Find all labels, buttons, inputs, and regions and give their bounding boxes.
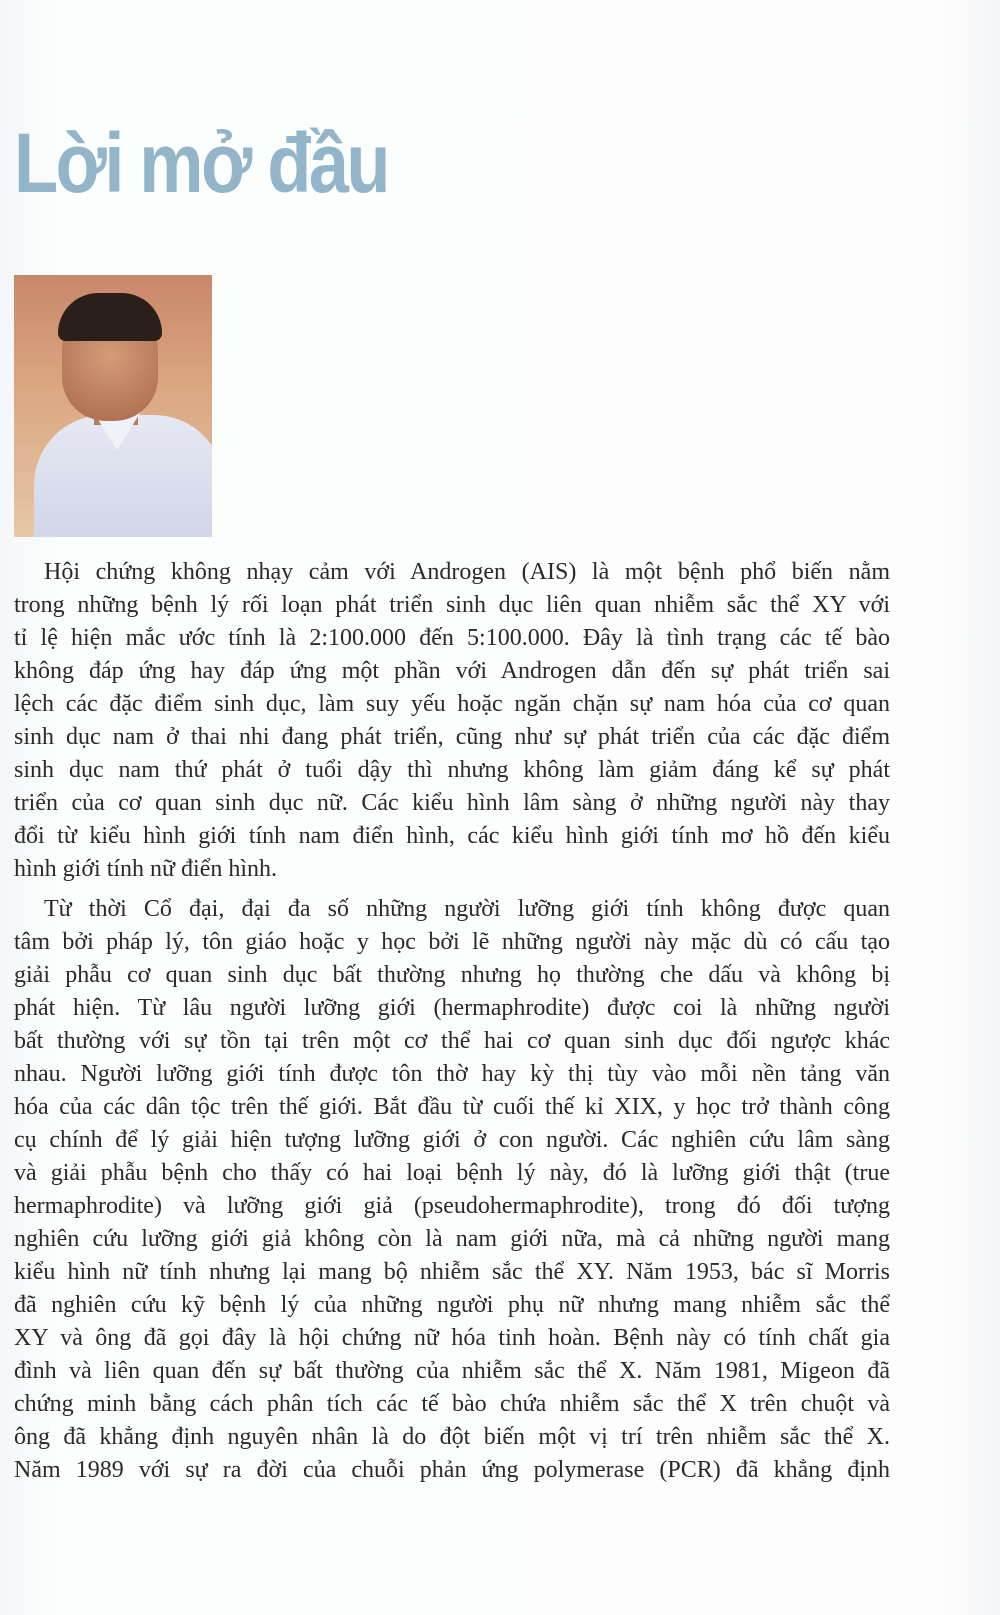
text-line: đã nghiên cứu kỹ bệnh lý của những người phụ nữ nhưng mang nhiễm sắc thể <box>14 1292 890 1318</box>
text-line: sinh dục nam ở thai nhi đang phát triển, cũng như sự phát triển của các đặc điểm <box>14 724 890 750</box>
body-text <box>14 556 890 1487</box>
text-line: cụ chính để lý giải hiện tượng lưỡng giới ở con người. Các nghiên cứu lâm sàng <box>14 1127 890 1153</box>
text-line: hóa của các dân tộc trên thế giới. Bắt đầu từ cuối thế kỉ XIX, y học trở thành công <box>14 1094 890 1120</box>
text-line: trong những bệnh lý rối loạn phát triển sinh dục liên quan nhiễm sắc thể XY với <box>14 592 890 618</box>
text-line: Từ thời Cổ đại, đại đa số những người lưỡng giới tính không được quan <box>44 896 890 922</box>
text-line: nhau. Người lưỡng giới tính được tôn thờ hay kỳ thị tùy vào mỗi nền tảng văn <box>14 1061 890 1087</box>
paragraph <box>14 893 890 1487</box>
paragraph-gap <box>14 886 890 893</box>
author-portrait-icon <box>14 275 212 537</box>
text-line: triển của cơ quan sinh dục nữ. Các kiểu hình lâm sàng ở những người này thay <box>14 790 890 816</box>
page-title: Lời mở đầu <box>14 116 388 210</box>
text-line: giải phẫu cơ quan sinh dục bất thường nhưng họ thường che dấu và không bị <box>14 962 890 988</box>
text-line: sinh dục nam thứ phát ở tuổi dậy thì nhưng không làm giảm đáng kể sự phát <box>14 757 890 783</box>
text-line: Năm 1989 với sự ra đời của chuỗi phản ứng polymerase (PCR) đã khẳng định <box>14 1457 890 1483</box>
text-line: đình và liên quan đến sự bất thường của nhiễm sắc thể X. Năm 1981, Migeon đã <box>14 1358 890 1384</box>
text-line: XY và ông đã gọi đây là hội chứng nữ hóa tinh hoàn. Bệnh này có tính chất gia <box>14 1325 890 1351</box>
text-line: lệch các đặc điểm sinh dục, làm suy yếu hoặc ngăn chặn sự nam hóa của cơ quan <box>14 691 890 717</box>
text-line: bất thường với sự tồn tại trên một cơ thể hai cơ quan sinh dục đối ngược khác <box>14 1028 890 1054</box>
text-line: hermaphrodite) và lưỡng giới giả (pseudohermaphrodite), trong đó đối tượng <box>14 1193 890 1219</box>
text-line: đổi từ kiểu hình giới tính nam điển hình, các kiểu hình giới tính mơ hồ đến kiểu <box>14 823 890 849</box>
paragraph <box>14 556 890 886</box>
text-line: tâm bởi pháp lý, tôn giáo hoặc y học bởi lẽ những người này mặc dù có cấu tạo <box>14 929 890 955</box>
text-line: không đáp ứng hay đáp ứng một phần với Androgen dẫn đến sự phát triển sai <box>14 658 890 684</box>
text-line: hình giới tính nữ điển hình. <box>14 856 278 882</box>
text-line: chứng minh bằng cách phân tích các tế bào chứa nhiễm sắc thể X trên chuột và <box>14 1391 890 1417</box>
text-line: và giải phẫu bệnh cho thấy có hai loại bệnh lý này, đó là lưỡng giới thật (true <box>14 1160 890 1186</box>
text-line: kiểu hình nữ tính nhưng lại mang bộ nhiễm sắc thể XY. Năm 1953, bác sĩ Morris <box>14 1259 890 1285</box>
text-line: tỉ lệ hiện mắc ước tính là 2:100.000 đến 5:100.000. Đây là tình trạng các tế bào <box>14 625 890 651</box>
text-line: phát hiện. Từ lâu người lưỡng giới (hermaphrodite) được coi là những người <box>14 995 890 1021</box>
text-line: nghiên cứu lưỡng giới giả không còn là nam giới nữa, mà cả những người mang <box>14 1226 890 1252</box>
text-line: ông đã khẳng định nguyên nhân là do đột biến một vị trí trên nhiễm sắc thể X. <box>14 1424 890 1450</box>
text-line: Hội chứng không nhạy cảm với Androgen (AIS) là một bệnh phổ biến nằm <box>44 559 890 585</box>
